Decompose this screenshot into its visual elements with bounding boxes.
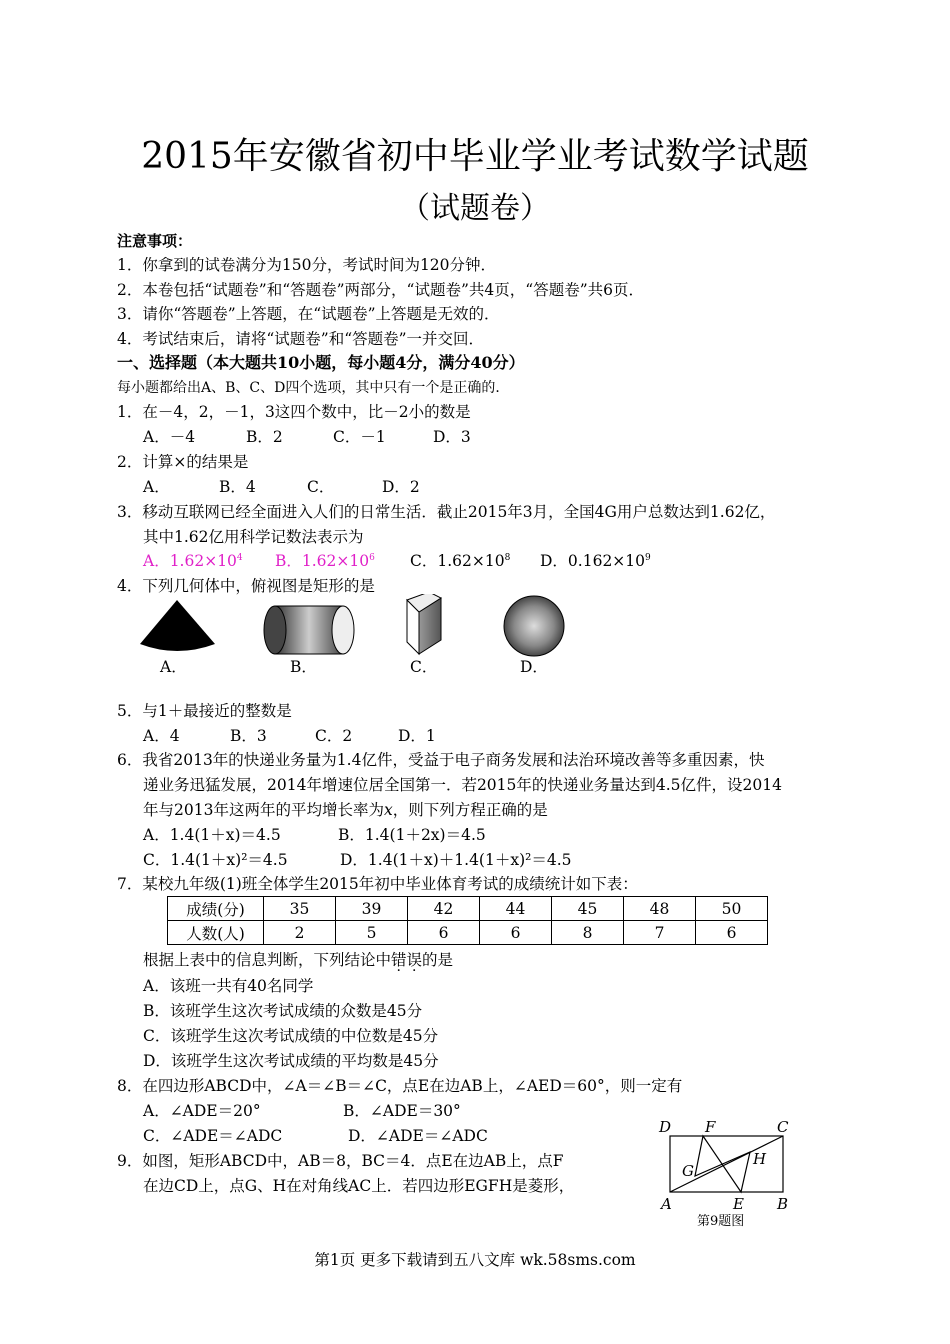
q4-option-c: C．	[410, 658, 438, 676]
q4-option-a: A．	[160, 658, 187, 676]
table-cell: 2	[264, 921, 336, 945]
q1-option-c: C．－1	[333, 428, 386, 446]
table-cell: 50	[696, 897, 768, 921]
q9-rectangle-figure	[655, 1118, 795, 1230]
q8-option-c: C．∠ADE＝∠ADC	[143, 1127, 283, 1145]
q3-option-c: C．$1.62\times 10^8$	[410, 552, 511, 570]
q3-option-d: D．$0.162\times 10^9$	[540, 552, 651, 570]
q3-option-b: B．$1.62\times 10^6$	[275, 552, 375, 570]
label-e: E	[733, 1195, 744, 1213]
q7-after-table: 根据上表中的信息判断，下列结论中错误的是	[143, 951, 454, 969]
q8-option-b: B．∠ADE＝30°	[343, 1102, 461, 1120]
q5-option-b: B．3	[230, 727, 267, 745]
table-cell: 35	[264, 897, 336, 921]
q5-option-a: A．4	[143, 727, 180, 745]
label-g: G	[682, 1162, 694, 1180]
page-subtitle: （试题卷）	[400, 191, 550, 226]
label-d: D	[659, 1118, 672, 1136]
q7-option-c: C．该班学生这次考试成绩的中位数是45分	[143, 1027, 439, 1045]
figure9-caption: 第9题图	[697, 1214, 745, 1229]
sphere-shape	[504, 596, 564, 656]
q6-option-d: D．1.4(1＋x)＋1.4(1＋x)²＝4.5	[340, 851, 572, 869]
q4-solids-figure	[135, 594, 665, 664]
q7-option-a: A．该班一共有40名同学	[143, 977, 314, 995]
table-cell: 6	[408, 921, 480, 945]
q5-stem: 5．与1＋最接近的整数是	[117, 702, 292, 720]
q5-option-c: C．2	[315, 727, 353, 745]
q5-option-d: D．1	[398, 727, 436, 745]
q4-stem: 4．下列几何体中，俯视图是矩形的是	[117, 577, 375, 595]
triangular-prism-shape	[407, 594, 441, 654]
table-cell: 42	[408, 897, 480, 921]
q7-option-d: D．该班学生这次考试成绩的平均数是45分	[143, 1052, 439, 1070]
table-cell: 7	[624, 921, 696, 945]
q3-option-a: A．$1.62\times 10^4$	[143, 552, 243, 570]
q1-option-b: B．2	[246, 428, 283, 446]
q6-stem-line1: 6．我省2013年的快递业务量为1.4亿件，受益于电子商务发展和法治环境改善等多重因素，快	[117, 751, 765, 769]
q8-stem: 8．在四边形ABCD中，∠A＝∠B＝∠C，点E在边AB上，∠AED＝60°，则一定有	[117, 1077, 683, 1095]
q1-option-a: A．－4	[143, 428, 196, 446]
notes-item-4: 4．考试结束后，请将“试题卷”和“答题卷”一并交回．	[117, 330, 485, 348]
table-cell: 6	[480, 921, 552, 945]
cylinder-shape	[264, 606, 354, 654]
notes-item-3: 3．请你“答题卷”上答题，在“试题卷”上答题是无效的．	[117, 305, 500, 323]
q2-option-a: A．	[143, 478, 170, 496]
label-c: C	[777, 1118, 789, 1136]
q7-option-b: B．该班学生这次考试成绩的众数是45分	[143, 1002, 423, 1020]
table-cell-header: 人数(人)	[168, 921, 264, 945]
table-cell: 6	[696, 921, 768, 945]
table-cell: 8	[552, 921, 624, 945]
table-cell: 5	[336, 921, 408, 945]
label-a: A	[661, 1195, 672, 1213]
table-cell: 44	[480, 897, 552, 921]
notes-heading: 注意事项：	[117, 232, 193, 250]
table-row	[168, 897, 768, 921]
q2-option-d: D．2	[382, 478, 420, 496]
page-footer: 第1页 更多下载请到五八文库 wk.58sms.com	[314, 1251, 636, 1269]
q1-stem: 1．在－4，2，－1，3这四个数中，比－2小的数是	[117, 403, 471, 421]
page-title: 2015年安徽省初中毕业学业考试数学试题	[141, 136, 809, 177]
q8-option-a: A．∠ADE＝20°	[143, 1102, 261, 1120]
table-cell: 48	[624, 897, 696, 921]
q9-stem-line1: 9．如图，矩形ABCD中，AB＝8，BC＝4．点E在边AB上，点F	[117, 1152, 564, 1170]
q7-stem: 7．某校九年级(1)班全体学生2015年初中毕业体育考试的成绩统计如下表：	[117, 875, 638, 893]
q4-option-d: D．	[520, 658, 548, 676]
q6-option-a: A．1.4(1＋x)＝4.5	[143, 826, 281, 844]
q6-option-c: C．1.4(1＋x)²＝4.5	[143, 851, 288, 869]
section1-intro: 每小题都给出A、B、C、D四个选项，其中只有一个是正确的．	[117, 380, 510, 396]
notes-item-1: 1．你拿到的试卷满分为150分，考试时间为120分钟．	[117, 256, 497, 274]
q7-score-table	[167, 896, 768, 945]
label-b: B	[777, 1195, 789, 1213]
table-row	[168, 921, 768, 945]
label-h: H	[753, 1150, 767, 1168]
cone-shape	[140, 600, 215, 651]
q2-stem: 2．计算×的结果是	[117, 453, 249, 471]
label-f: F	[705, 1118, 716, 1136]
q9-stem-line2: 在边CD上，点G、H在对角线AC上．若四边形EGFH是菱形，	[143, 1177, 575, 1195]
table-cell-header: 成绩(分)	[168, 897, 264, 921]
section1-heading: 一、选择题（本大题共10小题，每小题4分，满分40分）	[117, 353, 525, 372]
q6-option-b: B．1.4(1＋2x)＝4.5	[338, 826, 486, 844]
q3-stem-line2: 其中1.62亿用科学记数法表示为	[143, 528, 364, 546]
q6-stem-line3: 年与2013年这两年的平均增长率为x，则下列方程正确的是	[143, 801, 548, 819]
q3-stem-line1: 3．移动互联网已经全面进入人们的日常生活．截止2015年3月，全国4G用户总数达到1.62亿，	[117, 503, 776, 521]
q4-option-b: B．	[290, 658, 317, 676]
q2-option-b: B．4	[219, 478, 256, 496]
q1-option-d: D．3	[433, 428, 471, 446]
q2-option-c: C．	[307, 478, 335, 496]
table-cell: 45	[552, 897, 624, 921]
q6-stem-line2: 递业务迅猛发展，2014年增速位居全国第一．若2015年的快递业务量达到4.5亿件，设2014	[143, 776, 782, 794]
rhombus-egfh	[695, 1136, 750, 1192]
table-cell: 39	[336, 897, 408, 921]
q8-option-d: D．∠ADE＝∠ADC	[348, 1127, 488, 1145]
notes-item-2: 2．本卷包括“试题卷”和“答题卷”两部分，“试题卷”共4页，“答题卷”共6页．	[117, 281, 644, 299]
